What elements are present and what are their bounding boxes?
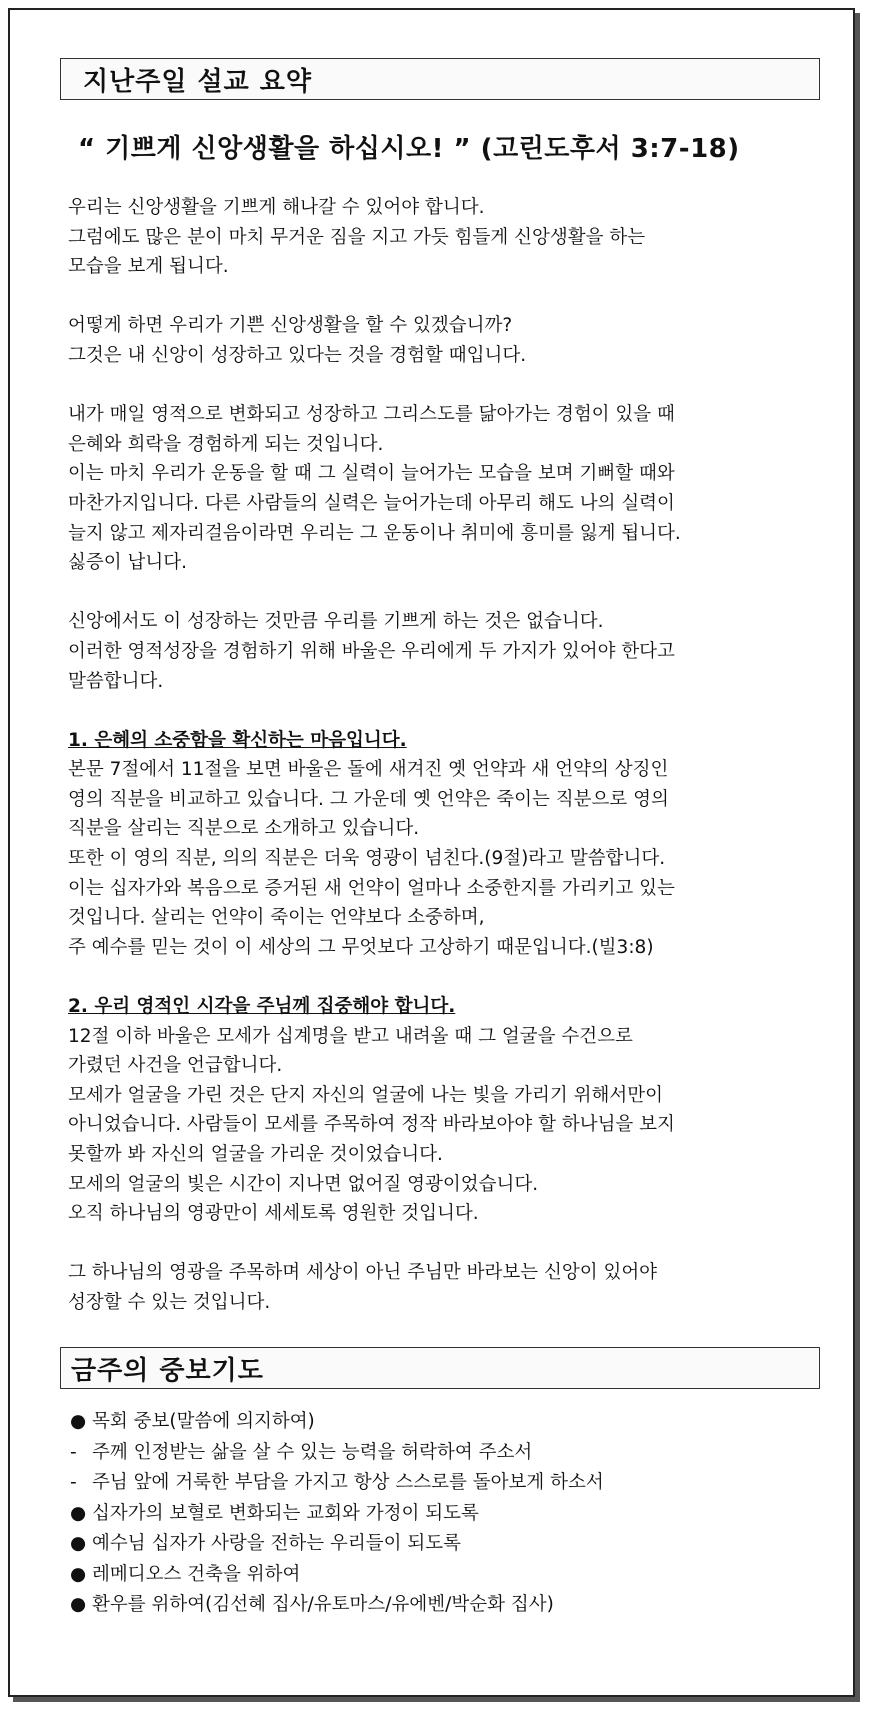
text-line: 가렸던 사건을 언급합니다. <box>68 1055 283 1077</box>
paragraph-3 <box>68 400 820 578</box>
prayer-item <box>70 1590 820 1621</box>
bullet-icon: ● <box>70 1502 87 1524</box>
bulletin-content <box>60 58 820 1621</box>
prayer-heading: 금주의 중보기도 <box>71 1355 264 1386</box>
text-line: 이러한 영적성장을 경험하기 위해 바울은 우리에게 두 가지가 있어야 한다고 <box>68 640 675 662</box>
paragraph-1 <box>68 193 820 282</box>
text-line: 신앙에서도 이 성장하는 것만큼 우리를 기쁘게 하는 것은 없습니다. <box>68 611 604 633</box>
sermon-summary-heading: 지난주일 설교 요약 <box>83 66 313 97</box>
text-line: 오직 하나님의 영광만이 세세토록 영원한 것입니다. <box>68 1203 479 1225</box>
text-line: 그럼에도 많은 분이 마치 무거운 짐을 지고 가듯 힘들게 신앙생활을 하는 <box>68 226 646 248</box>
text-line: 모세가 얼굴을 가린 것은 단지 자신의 얼굴에 나는 빛을 가리기 위해서만이 <box>68 1084 663 1106</box>
text-line: 영의 직분을 비교하고 있습니다. 그 가운데 옛 언약은 죽이는 직분으로 영의 <box>68 788 669 810</box>
prayer-item-text: 목회 중보(말씀에 의지하여) <box>92 1411 315 1433</box>
text-line: 모세의 얼굴의 빛은 시간이 지나면 없어질 영광이었습니다. <box>68 1173 539 1195</box>
prayer-item-text: 십자가의 보혈로 변화되는 교회와 가정이 되도록 <box>92 1502 479 1524</box>
text-line: 또한 이 영의 직분, 의의 직분은 더욱 영광이 넘친다.(9절)라고 말씀합니다. <box>68 848 666 870</box>
dash-icon: - <box>70 1441 77 1463</box>
point-2-heading: 2. 우리 영적인 시각을 주님께 집중해야 합니다. <box>68 996 456 1018</box>
point-2 <box>68 992 820 1229</box>
paragraph-2 <box>68 311 820 370</box>
prayer-header <box>60 1347 820 1389</box>
prayer-list <box>70 1407 820 1621</box>
bullet-icon: ● <box>70 1533 87 1555</box>
text-line: 그것은 내 신앙이 성장하고 있다는 것을 경험할 때입니다. <box>68 344 527 366</box>
text-line: 이는 십자가와 복음으로 증거된 새 언약이 얼마나 소중한지를 가리키고 있는 <box>68 877 675 899</box>
text-line: 싫증이 납니다. <box>68 552 187 574</box>
sermon-body <box>68 193 820 1318</box>
sermon-title: “ 기쁘게 신앙생활을 하십시오! ” (고린도후서 3:7-18) <box>78 134 740 164</box>
text-line: 12절 이하 바울은 모세가 십계명을 받고 내려올 때 그 얼굴을 수건으로 <box>68 1025 633 1047</box>
prayer-item-text: 예수님 십자가 사랑을 전하는 우리들이 되도록 <box>92 1533 461 1555</box>
dash-icon: - <box>70 1472 77 1494</box>
prayer-item-text: 환우를 위하여(김선혜 집사/유토마스/유에벤/박순화 집사) <box>92 1594 554 1616</box>
closing-paragraph <box>68 1258 820 1317</box>
text-line: 내가 매일 영적으로 변화되고 성장하고 그리스도를 닮아가는 경험이 있을 때 <box>68 404 675 426</box>
point-1-heading: 1. 은혜의 소중함을 확신하는 마음입니다. <box>68 729 407 751</box>
page-frame <box>8 8 855 1697</box>
paragraph-4 <box>68 607 820 696</box>
text-line: 그 하나님의 영광을 주목하며 세상이 아닌 주님만 바라보는 신앙이 있어야 <box>68 1262 658 1284</box>
prayer-item-text: 주님 앞에 거룩한 부담을 가지고 항상 스스로를 돌아보게 하소서 <box>92 1472 604 1494</box>
text-line: 말씀합니다. <box>68 670 164 692</box>
prayer-item <box>70 1560 820 1591</box>
prayer-item <box>70 1438 820 1469</box>
text-line: 늘지 않고 제자리걸음이라면 우리는 그 운동이나 취미에 흥미를 잃게 됩니다. <box>68 522 681 544</box>
bullet-icon: ● <box>70 1594 87 1616</box>
sermon-summary-header <box>60 58 820 100</box>
text-line: 어떻게 하면 우리가 기쁜 신앙생활을 할 수 있겠습니까? <box>68 315 513 337</box>
prayer-item <box>70 1407 820 1438</box>
point-1 <box>68 726 820 963</box>
text-line: 성장할 수 있는 것입니다. <box>68 1291 271 1313</box>
text-line: 아니었습니다. 사람들이 모세를 주목하여 정작 바라보아야 할 하나님을 보지 <box>68 1114 675 1136</box>
prayer-item <box>70 1468 820 1499</box>
text-line: 마찬가지입니다. 다른 사람들의 실력은 늘어가는데 아무리 해도 나의 실력이 <box>68 492 675 514</box>
prayer-item-text: 레메디오스 건축을 위하여 <box>92 1563 301 1585</box>
prayer-item <box>70 1529 820 1560</box>
text-line: 은혜와 희락을 경험하게 되는 것입니다. <box>68 433 384 455</box>
prayer-item-text: 주께 인정받는 삶을 살 수 있는 능력을 허락하여 주소서 <box>92 1441 533 1463</box>
bullet-icon: ● <box>70 1563 87 1585</box>
prayer-item <box>70 1499 820 1530</box>
text-line: 못할까 봐 자신의 얼굴을 가리운 것이었습니다. <box>68 1144 443 1165</box>
text-line: 이는 마치 우리가 운동을 할 때 그 실력이 늘어가는 모습을 보며 기뻐할 때와 <box>68 463 675 485</box>
text-line: 우리는 신앙생활을 기쁘게 해나갈 수 있어야 합니다. <box>68 197 485 218</box>
text-line: 본문 7절에서 11절을 보면 바울은 돌에 새겨진 옛 언약과 새 언약의 상징인 <box>68 759 669 781</box>
bullet-icon: ● <box>70 1411 87 1433</box>
text-line: 직분을 살리는 직분으로 소개하고 있습니다. <box>68 818 420 840</box>
text-line: 것입니다. 살리는 언약이 죽이는 언약보다 소중하며, <box>68 907 485 929</box>
text-line: 주 예수를 믿는 것이 이 세상의 그 무엇보다 고상하기 때문입니다.(빌3:8) <box>68 936 654 958</box>
text-line: 모습을 보게 됩니다. <box>68 256 229 278</box>
